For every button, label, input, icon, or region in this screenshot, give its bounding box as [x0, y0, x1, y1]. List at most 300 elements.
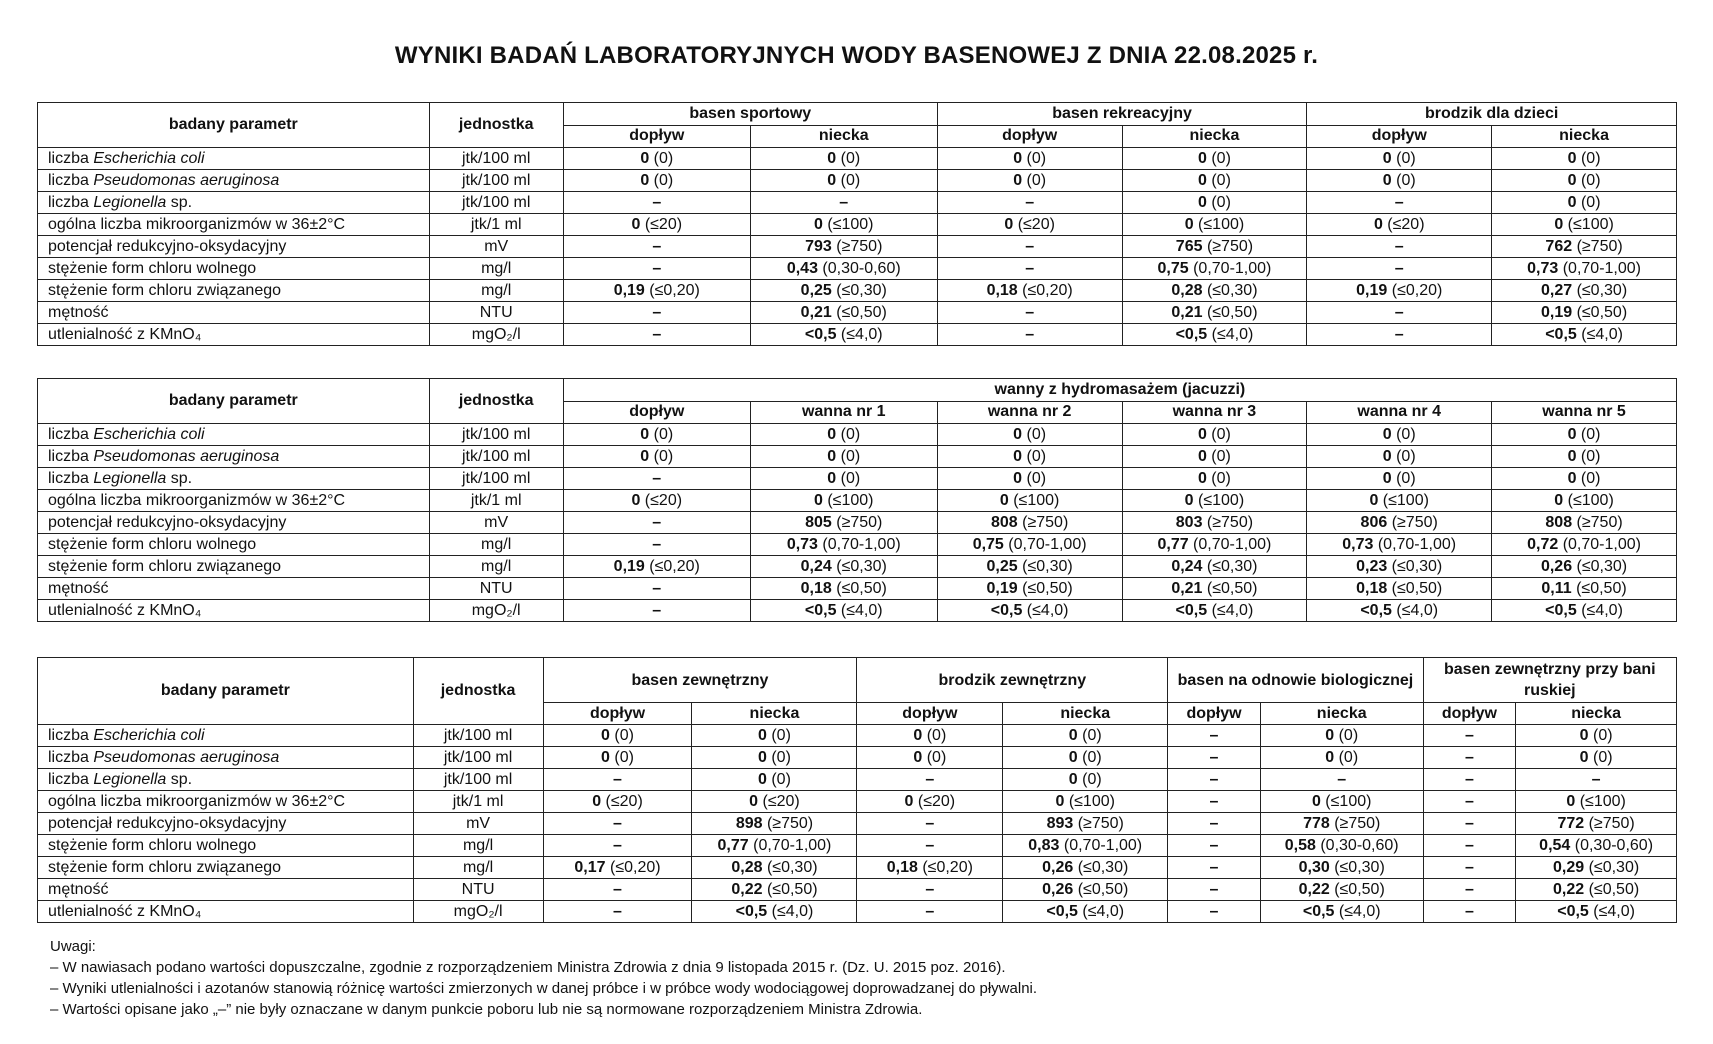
parameter-unit: jtk/1 ml [429, 490, 563, 512]
result-value: 803 [1175, 513, 1203, 531]
result-cell [1307, 512, 1492, 534]
result-limit: (≥750) [1584, 814, 1635, 832]
result-value: 0,77 [1157, 535, 1189, 553]
table-row [38, 468, 1677, 490]
result-cell [937, 280, 1122, 302]
result-value: 0 [913, 726, 923, 744]
result-limit: (≤0,20) [917, 858, 973, 876]
result-limit: (≤4,0) [1391, 601, 1439, 619]
result-value: 0,18 [886, 858, 918, 876]
parameter-unit: mg/l [429, 534, 563, 556]
result-value: 0,25 [800, 281, 832, 299]
result-value: – [652, 259, 662, 277]
parameter-unit: jtk/1 ml [413, 791, 543, 813]
result-value: – [652, 535, 662, 553]
table-row [38, 324, 1677, 346]
result-value: – [652, 601, 662, 619]
parameter-name-text: stężenie form chloru związanego [48, 557, 282, 575]
column-subheader: dopływ [563, 401, 750, 424]
result-cell [563, 556, 750, 578]
result-limit: (≤0,30) [1572, 281, 1628, 299]
parameter-unit: jtk/100 ml [429, 170, 563, 192]
result-limit: (≤4,0) [836, 601, 883, 619]
result-value: 0 [758, 770, 767, 788]
result-cell [563, 468, 750, 490]
result-cell [1122, 534, 1307, 556]
result-cell [692, 879, 857, 901]
result-value: 0,27 [1540, 281, 1573, 299]
result-value: <0,5 [804, 601, 837, 619]
result-value: – [1464, 902, 1474, 920]
result-limit: (0) [1588, 726, 1613, 744]
table-row [38, 578, 1677, 600]
result-value: 0 [758, 726, 767, 744]
result-limit: (≤20) [640, 491, 683, 509]
result-cell [1122, 214, 1307, 236]
result-cell [1307, 192, 1492, 214]
parameter-name-italic: Legionella [93, 770, 167, 788]
result-limit: (≥750) [831, 237, 883, 255]
result-limit: (≤0,50) [1202, 303, 1258, 321]
result-limit: (≤100) [1320, 792, 1372, 810]
result-limit: (0) [1206, 171, 1231, 189]
result-value: <0,5 [1545, 601, 1577, 619]
result-cell [750, 424, 937, 446]
result-limit: (≤0,50) [1584, 880, 1640, 898]
parameter-name [38, 600, 430, 622]
result-value: – [652, 237, 662, 255]
result-limit: (0) [1576, 193, 1601, 211]
parameter-name [38, 813, 414, 835]
parameter-unit: mg/l [429, 280, 563, 302]
result-cell [1168, 813, 1261, 835]
result-value: 0 [592, 792, 602, 810]
result-value: 0,73 [1342, 535, 1374, 553]
result-limit: (0,70-1,00) [1059, 836, 1143, 854]
result-cell [1492, 324, 1677, 346]
result-cell [1492, 490, 1677, 512]
result-limit: (≤0,30) [1584, 858, 1640, 876]
parameter-unit: NTU [429, 302, 563, 324]
table-row [38, 857, 1677, 879]
result-cell [937, 468, 1122, 490]
result-limit: (0) [836, 149, 861, 167]
parameter-name-text: mętność [48, 303, 109, 321]
result-cell [1122, 578, 1307, 600]
result-value: 0,58 [1284, 836, 1316, 854]
parameter-name [38, 446, 430, 468]
result-value: 0 [1068, 748, 1078, 766]
result-limit: (≤4,0) [1576, 325, 1623, 343]
result-limit: (≤0,30) [1202, 281, 1258, 299]
result-value: – [613, 814, 622, 832]
parameter-name-text: mętność [48, 579, 109, 597]
result-value: 0 [1311, 792, 1321, 810]
result-limit: (≤4,0) [1588, 902, 1635, 920]
result-value: – [1025, 303, 1035, 321]
result-cell [692, 901, 857, 923]
result-cell [1492, 192, 1677, 214]
parameter-name [38, 578, 430, 600]
parameter-name-text: stężenie form chloru wolnego [48, 259, 257, 277]
parameter-name [38, 192, 430, 214]
result-cell [1516, 725, 1677, 747]
result-value: <0,5 [1175, 325, 1208, 343]
result-cell [1003, 791, 1168, 813]
parameter-name [38, 556, 430, 578]
result-limit: (≥750) [1202, 237, 1254, 255]
result-value: – [1464, 748, 1474, 766]
result-cell [1492, 280, 1677, 302]
parameter-unit: NTU [413, 879, 543, 901]
result-cell [937, 556, 1122, 578]
result-value: – [1209, 726, 1219, 744]
parameter-name-suffix: sp. [166, 770, 193, 788]
result-limit: (≤0,30) [1387, 557, 1443, 575]
result-cell [750, 258, 937, 280]
result-limit: (≤0,50) [1202, 579, 1258, 597]
column-header-parameter: badany parametr [38, 379, 430, 424]
result-cell [1260, 813, 1423, 835]
table-row [38, 214, 1677, 236]
result-cell [1516, 835, 1677, 857]
table-row [38, 170, 1677, 192]
result-value: 0 [1382, 149, 1392, 167]
notes-heading: Uwagi: [50, 938, 96, 955]
parameter-name [38, 512, 430, 534]
result-cell [1003, 879, 1168, 901]
result-value: 0 [631, 215, 641, 233]
parameter-name [38, 725, 414, 747]
result-value: 0 [1055, 792, 1065, 810]
result-cell [1307, 170, 1492, 192]
parameter-name-text: ogólna liczba mikroorganizmów w 36±2°C [48, 491, 346, 509]
column-subheader: niecka [692, 703, 857, 725]
result-limit: (0) [922, 748, 947, 766]
parameter-name-text: liczba [48, 770, 94, 788]
result-value: 0 [631, 491, 641, 509]
parameter-name-text: liczba [48, 171, 94, 189]
result-cell [750, 556, 937, 578]
result-value: 0,22 [1298, 880, 1330, 898]
result-value: 0 [1579, 726, 1589, 744]
result-value: – [1337, 770, 1347, 788]
result-cell [543, 747, 692, 769]
result-limit: (≤4,0) [1576, 601, 1623, 619]
result-cell [937, 446, 1122, 468]
result-cell [1307, 214, 1492, 236]
result-cell [1516, 857, 1677, 879]
result-value: 0,83 [1028, 836, 1060, 854]
result-limit: (≤0,30) [831, 281, 887, 299]
result-value: – [1464, 792, 1474, 810]
result-value: – [613, 880, 622, 898]
result-cell [937, 170, 1122, 192]
result-limit: (0) [1022, 425, 1047, 443]
result-value: 0 [601, 726, 610, 744]
result-limit: (≤100) [822, 491, 874, 509]
result-limit: (0) [1022, 447, 1047, 465]
result-limit: (≤4,0) [767, 902, 814, 920]
result-limit: (0) [1206, 425, 1231, 443]
result-cell [543, 813, 692, 835]
result-limit: (≥750) [1387, 513, 1438, 531]
result-value: 0 [1068, 726, 1078, 744]
parameter-name-suffix: sp. [166, 193, 193, 211]
result-value: 778 [1303, 814, 1330, 832]
result-limit: (0,70-1,00) [1558, 259, 1641, 277]
result-value: 0,22 [1553, 880, 1585, 898]
parameter-name [38, 424, 430, 446]
result-value: 0,19 [1540, 303, 1573, 321]
result-value: <0,5 [1175, 601, 1208, 619]
result-cell [1003, 813, 1168, 835]
result-cell [857, 835, 1003, 857]
result-limit: (≥750) [1202, 513, 1254, 531]
table-row [38, 556, 1677, 578]
result-cell [1423, 769, 1516, 791]
result-cell [1516, 791, 1677, 813]
result-value: 0,73 [1527, 259, 1559, 277]
result-value: 0,72 [1527, 535, 1559, 553]
result-value: 0 [1068, 770, 1078, 788]
result-cell [563, 302, 750, 324]
result-value: 0,24 [800, 557, 832, 575]
result-limit: (≤0,20) [644, 557, 700, 575]
column-subheader: niecka [750, 125, 937, 148]
result-value: – [1209, 792, 1219, 810]
result-value: 0,18 [986, 281, 1018, 299]
result-limit: (≥750) [831, 513, 883, 531]
result-limit: (≤100) [1378, 491, 1429, 509]
result-value: 0 [827, 149, 837, 167]
result-value: 0,24 [1171, 557, 1203, 575]
result-value: 0 [1013, 469, 1023, 487]
result-cell [937, 490, 1122, 512]
result-cell [857, 901, 1003, 923]
result-value: 0 [640, 149, 650, 167]
result-limit: (0,30-0,60) [1315, 836, 1399, 854]
result-limit: (≤4,0) [1207, 325, 1254, 343]
result-value: – [1464, 726, 1474, 744]
result-value: 772 [1557, 814, 1585, 832]
result-value: – [1209, 748, 1219, 766]
result-cell [1516, 879, 1677, 901]
parameter-unit: mg/l [429, 258, 563, 280]
result-value: 0,26 [1540, 557, 1573, 575]
result-cell [1122, 424, 1307, 446]
result-value: 0 [1184, 491, 1194, 509]
result-value: 0,43 [786, 259, 818, 277]
parameter-name-suffix: sp. [166, 469, 193, 487]
result-cell [1168, 725, 1261, 747]
result-cell [1260, 791, 1423, 813]
result-value: – [1464, 836, 1474, 854]
result-limit: (≤20) [640, 215, 683, 233]
result-value: – [1209, 770, 1219, 788]
result-cell [692, 813, 857, 835]
table-row [38, 424, 1677, 446]
parameter-unit: mg/l [429, 556, 563, 578]
table-row [38, 813, 1677, 835]
result-limit: (0,30-0,60) [1570, 836, 1654, 854]
result-cell [750, 490, 937, 512]
parameter-name [38, 468, 430, 490]
result-limit: (≤0,30) [1329, 858, 1385, 876]
result-cell [1516, 769, 1677, 791]
parameter-name-italic: Legionella [93, 193, 167, 211]
result-value: 0 [827, 447, 837, 465]
table-row [38, 446, 1677, 468]
result-limit: (0) [1391, 171, 1416, 189]
result-cell [937, 324, 1122, 346]
result-cell [1122, 446, 1307, 468]
result-value: 0 [913, 748, 923, 766]
parameter-name-italic: Pseudomonas aeruginosa [93, 447, 280, 465]
parameter-name-italic: Escherichia coli [93, 425, 205, 443]
parameter-unit: NTU [429, 578, 563, 600]
result-value: 0 [1382, 171, 1392, 189]
result-value: – [1025, 237, 1035, 255]
column-header-unit: jednostka [413, 658, 543, 725]
result-value: – [1209, 814, 1219, 832]
parameter-name-text: utlenialność z KMnO₄ [48, 601, 202, 619]
note-line: – Wyniki utlenialności i azotanów stanowią różnicę wartości zmierzonych w danej próbce i w próbce wody wodociągowej doprowadzanej do pływalni. [50, 980, 1038, 997]
result-value: 0,19 [613, 557, 645, 575]
result-limit: (0) [649, 149, 674, 167]
result-limit: (0) [1588, 748, 1613, 766]
result-limit: (0) [1077, 726, 1102, 744]
result-cell [1122, 468, 1307, 490]
result-cell [1492, 424, 1677, 446]
result-cell [543, 901, 692, 923]
result-value: 0 [1567, 447, 1577, 465]
result-cell [1003, 857, 1168, 879]
result-cell [1260, 769, 1423, 791]
result-cell [1122, 170, 1307, 192]
column-subheader: wanna nr 1 [750, 401, 937, 424]
result-value: – [613, 836, 622, 854]
result-cell [750, 534, 937, 556]
result-value: 0 [1197, 149, 1207, 167]
result-limit: (0) [1334, 748, 1359, 766]
parameter-name [38, 324, 430, 346]
column-subheader: dopływ [563, 125, 750, 148]
result-cell [1260, 901, 1423, 923]
result-cell [1307, 490, 1492, 512]
result-cell [1307, 468, 1492, 490]
result-cell [563, 490, 750, 512]
column-subheader: dopływ [1307, 125, 1492, 148]
parameter-name [38, 534, 430, 556]
parameter-name [38, 258, 430, 280]
result-value: <0,5 [1046, 902, 1078, 920]
result-value: – [652, 513, 662, 531]
result-limit: (0) [1206, 149, 1231, 167]
result-value: 0,22 [731, 880, 763, 898]
parameter-name-text: stężenie form chloru związanego [48, 858, 282, 876]
result-cell [1003, 725, 1168, 747]
result-cell [1307, 148, 1492, 170]
result-cell [1492, 446, 1677, 468]
table-row [38, 835, 1677, 857]
result-cell [1307, 424, 1492, 446]
result-value: 0,18 [800, 579, 832, 597]
column-group-header: brodzik dla dzieci [1307, 103, 1677, 126]
result-cell [563, 258, 750, 280]
result-value: 0 [1554, 491, 1564, 509]
result-limit: (≥750) [1329, 814, 1381, 832]
result-value: 0 [1382, 447, 1392, 465]
result-value: 0 [1197, 193, 1207, 211]
result-limit: (≤0,30) [1017, 557, 1073, 575]
result-limit: (0) [1391, 447, 1416, 465]
result-limit: (≤4,0) [1334, 902, 1381, 920]
parameter-unit: jtk/100 ml [429, 446, 563, 468]
result-cell [1122, 280, 1307, 302]
result-cell [563, 324, 750, 346]
result-value: 0 [827, 171, 837, 189]
parameter-name [38, 236, 430, 258]
result-value: – [1025, 193, 1035, 211]
column-header-unit: jednostka [429, 379, 563, 424]
parameter-unit: jtk/100 ml [413, 769, 543, 791]
result-value: – [652, 469, 662, 487]
result-limit: (≤0,50) [1329, 880, 1385, 898]
parameter-name-italic: Legionella [93, 469, 167, 487]
result-cell [937, 302, 1122, 324]
parameter-unit: mg/l [413, 857, 543, 879]
result-limit: (0) [1576, 469, 1601, 487]
result-limit: (0) [1206, 447, 1231, 465]
table-header-row [38, 658, 1677, 703]
result-cell [1423, 879, 1516, 901]
result-cell [1168, 747, 1261, 769]
parameter-name-text: liczba [48, 469, 94, 487]
result-cell [750, 578, 937, 600]
parameter-name-text: liczba [48, 447, 94, 465]
table-row [38, 148, 1677, 170]
result-value: 0 [1004, 215, 1014, 233]
result-limit: (0) [649, 425, 674, 443]
result-value: 0,19 [1356, 281, 1388, 299]
parameter-unit: jtk/100 ml [429, 468, 563, 490]
parameter-unit: mgO₂/l [429, 600, 563, 622]
column-header-parameter: badany parametr [38, 103, 430, 148]
result-value: – [613, 770, 622, 788]
result-cell [937, 192, 1122, 214]
result-limit: (0,70-1,00) [1003, 535, 1087, 553]
parameter-name-text: potencjał redukcyjno-oksydacyjny [48, 513, 287, 531]
result-value: 0,21 [1171, 579, 1203, 597]
column-group-header: basen rekreacyjny [937, 103, 1307, 126]
result-cell [1492, 468, 1677, 490]
result-value: 0 [814, 491, 823, 509]
result-value: 0,30 [1298, 858, 1330, 876]
result-cell [1122, 258, 1307, 280]
result-cell [857, 747, 1003, 769]
result-value: – [925, 836, 935, 854]
result-cell [1423, 747, 1516, 769]
result-value: <0,5 [735, 902, 768, 920]
parameter-name-text: liczba [48, 149, 94, 167]
result-cell [750, 446, 937, 468]
result-value: 0 [640, 171, 650, 189]
result-limit: (≤0,50) [831, 303, 887, 321]
result-cell [1003, 747, 1168, 769]
result-value: – [925, 770, 935, 788]
parameter-name-text: mętność [48, 880, 109, 898]
